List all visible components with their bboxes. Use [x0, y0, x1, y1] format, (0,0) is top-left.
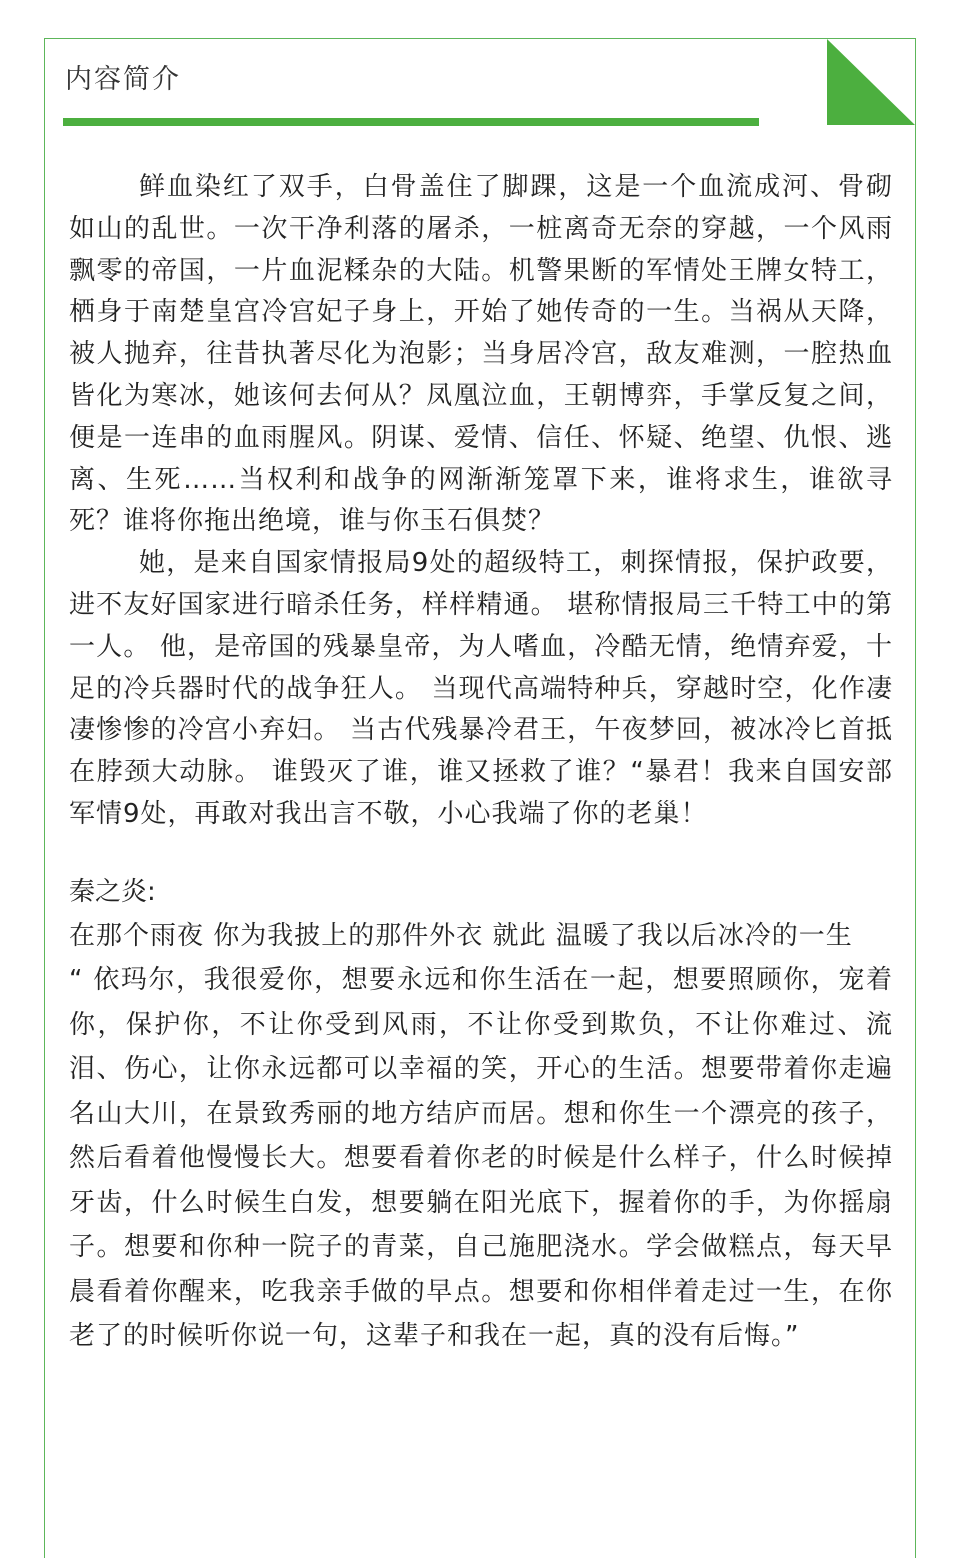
synopsis-paragraph-1: 鲜血染红了双手，白骨盖住了脚踝，这是一个血流成河、骨砌如山的乱世。一次干净利落的屠杀，一桩离奇无奈的穿越，一个风雨飘零的帝国，一片血泥糅杂的大陆。机警果断的军情处王牌女特工，栖身于南楚皇宫冷宫妃子身上，开始了她传奇的一生。当祸从天降，被人抛弃，往昔执著尽化为泡影；当身居冷宫，敌友难测，一腔热血皆化为寒冰，她该何去何从？凤凰泣血，王朝博弈，手掌反复之间，便是一连串的血雨腥风。阴谋、爱情、信任、怀疑、绝望、仇恨、逃离、生死……当权利和战争的网渐渐笼罩下来，谁将求生，谁欲寻死？谁将你拖出绝境，谁与你玉石俱焚？ [69, 172, 893, 537]
synopsis-card [44, 38, 916, 1558]
character-name: 秦之炎: [69, 876, 156, 907]
synopsis-body [69, 167, 893, 1359]
corner-triangle-icon [827, 39, 915, 125]
quote-line-2: “ 依玛尔，我很爱你，想要永远和你生活在一起，想要照顾你，宠着你，保护你，不让你受到风雨，不让你受到欺负，不让你难过、流泪、伤心，让你永远都可以幸福的笑，开心的生活。想要带着你走遍名山大川，在景致秀丽的地方结庐而居。想和你生一个漂亮的孩子，然后看着他慢慢长大。想要看着你老的时候是什么样子，什么时候掉牙齿，什么时候生白发，想要躺在阳光底下，握着你的手，为你摇扇子。想要和你种一院子的青菜，自己施肥浇水。学会做糕点，每天早晨看着你醒来，吃我亲手做的早点。想要和你相伴着走过一生，在你老了的时候听你说一句，这辈子和我在一起，真的没有后悔。” [69, 965, 893, 1352]
paragraph-gap [69, 836, 893, 872]
synopsis-paragraph-2: 她，是来自国家情报局9处的超级特工，刺探情报，保护政要，进不友好国家进行暗杀任务，样样精通。 堪称情报局三千特工中的第一人。 他，是帝国的残暴皇帝，为人嗜血，冷酷无情，绝情弃爱，十足的冷兵器时代的战争狂人。 当现代高端特种兵，穿越时空，化作凄凄惨惨的冷宫小弃妇。 当古代残暴冷君王，午夜梦回，被冰冷匕首抵在脖颈大动脉。 谁毁灭了谁，谁又拯救了谁？“暴君！我来自国安部军情9处，再敢对我出言不敬，小心我端了你的老巢！ [69, 548, 893, 829]
quote-line-1: 在那个雨夜 你为我披上的那件外衣 就此 温暖了我以后冰冷的一生 [69, 920, 853, 951]
section-title: 内容简介 [65, 64, 181, 95]
title-underline-bar [63, 118, 759, 126]
